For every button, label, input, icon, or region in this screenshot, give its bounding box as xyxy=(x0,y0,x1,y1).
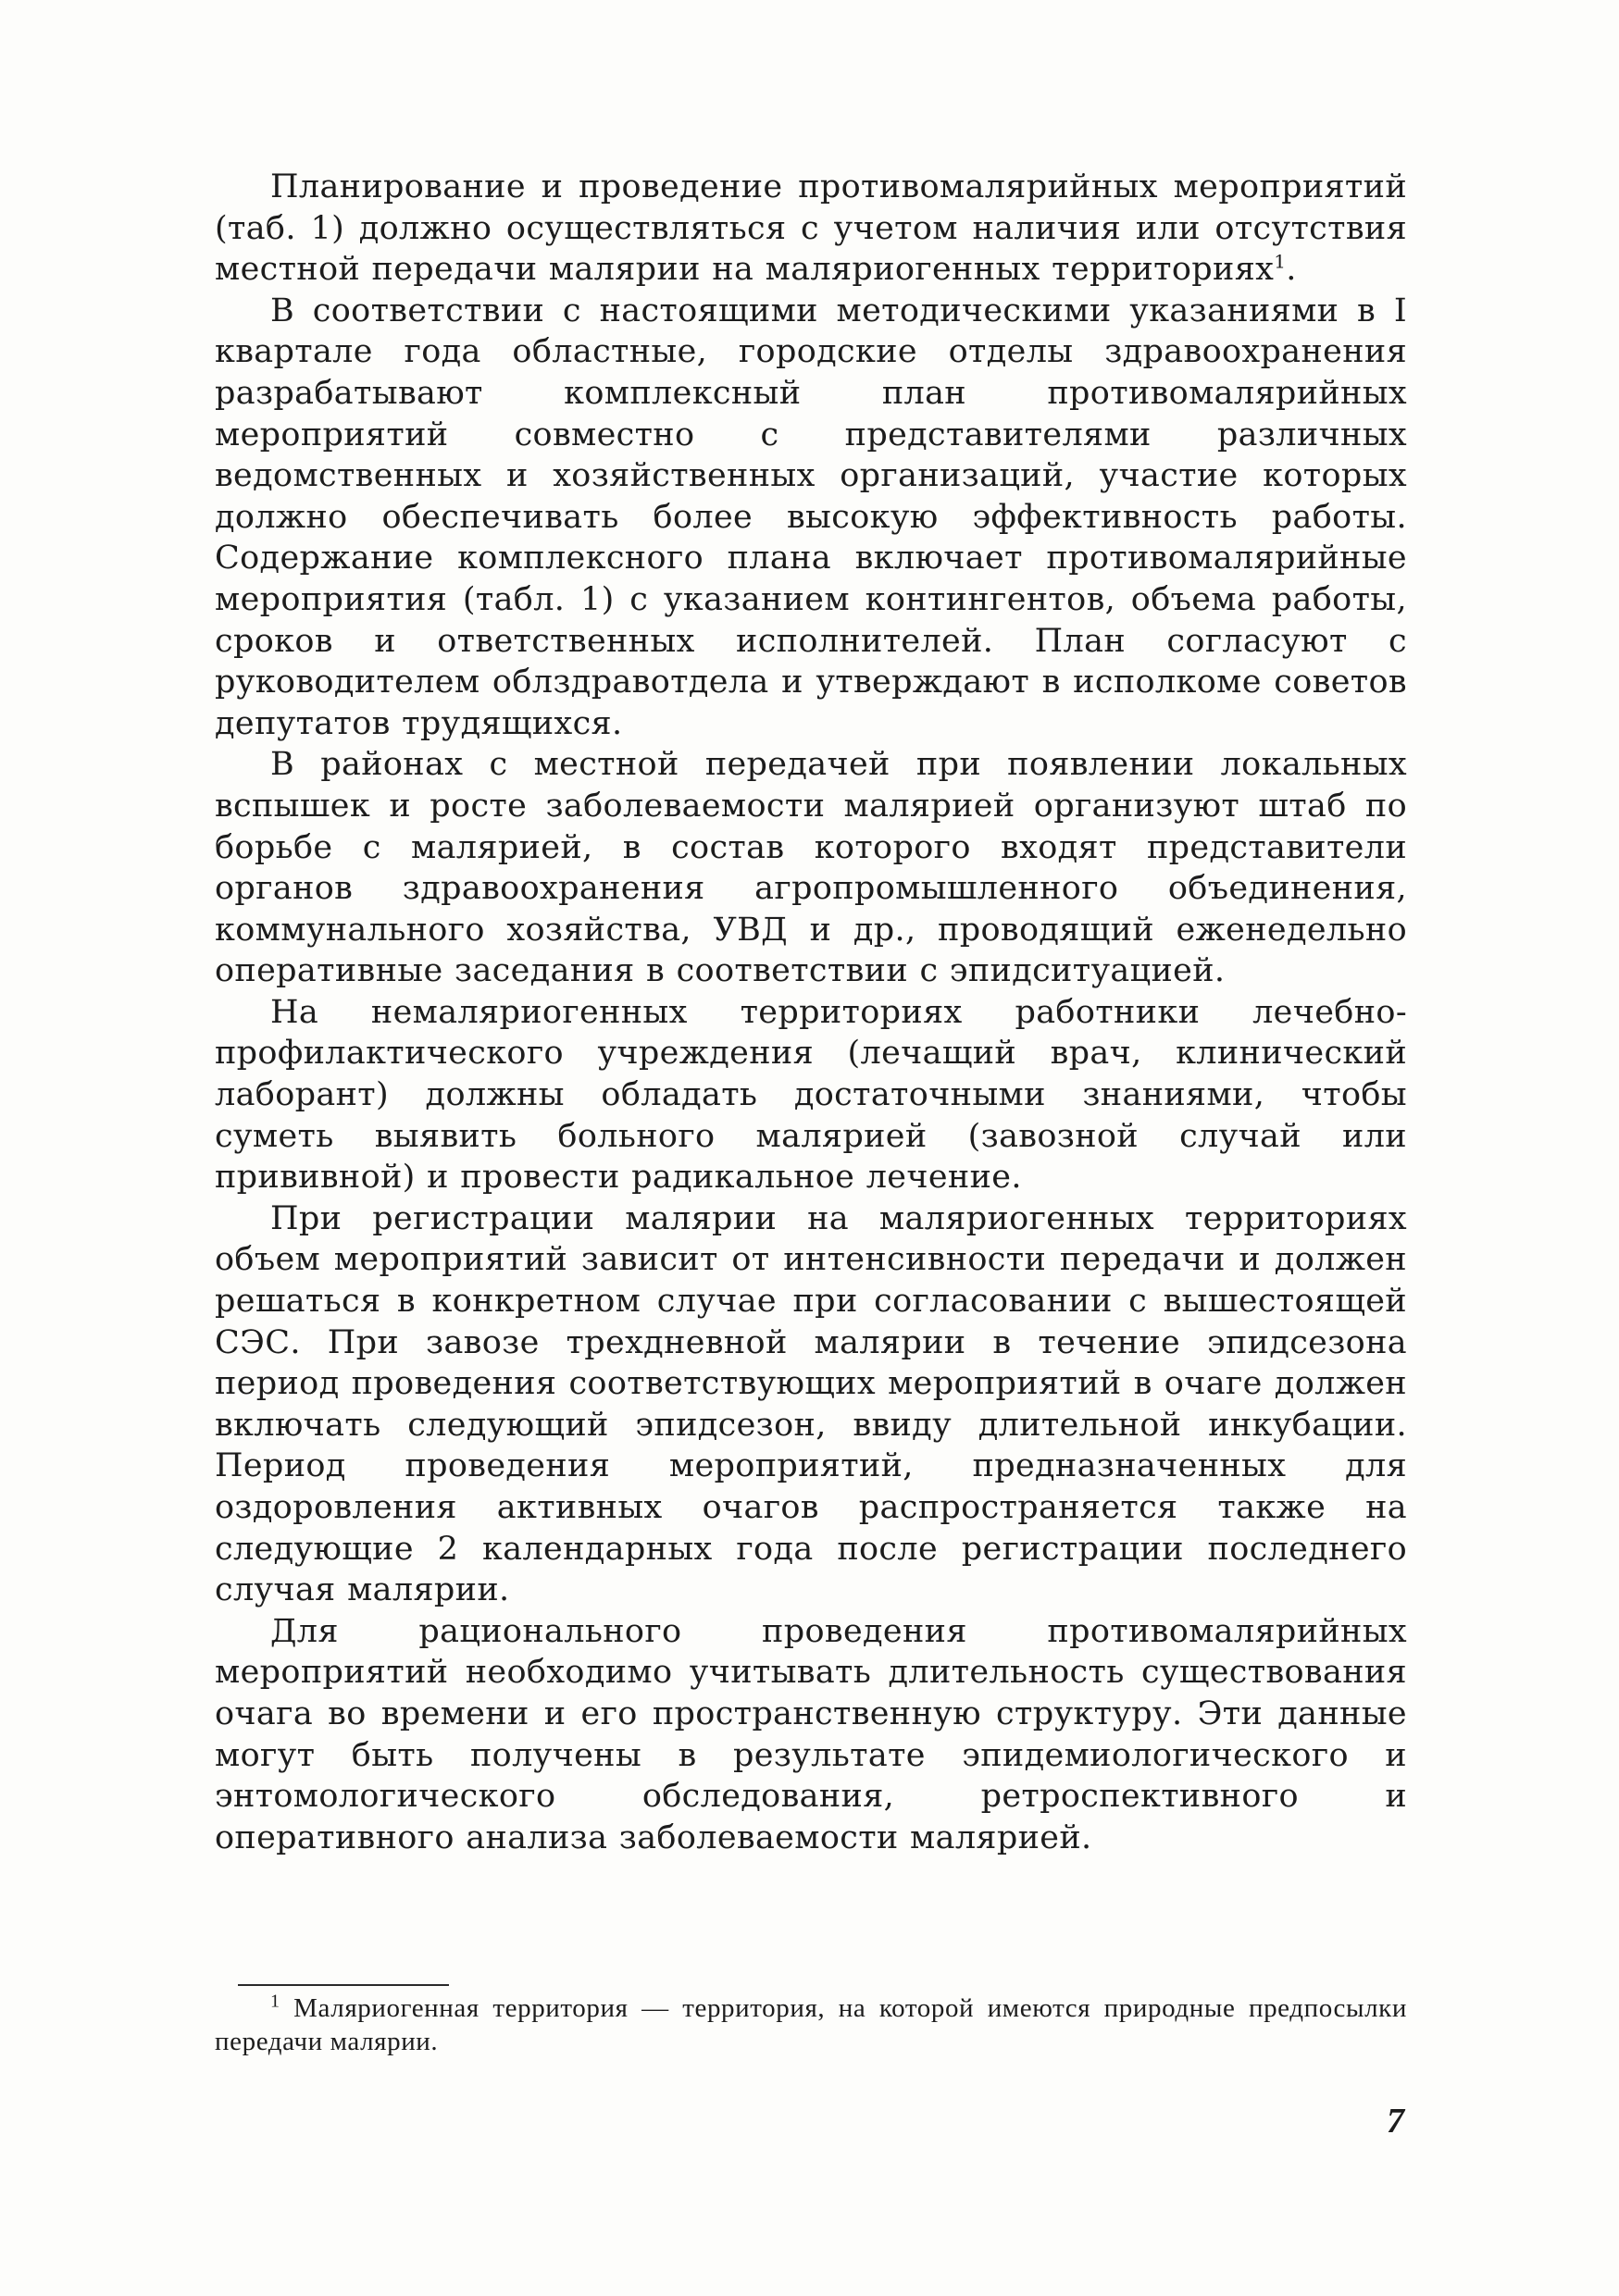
paragraph: Для рационального проведения противомалярийных мероприятий необходимо учитывать длительность существования очага во времени и его пространственную структуру. Эти данные могут быть получены в результате эпидемиологического и энтомологического обследования, ретроспективного и оперативного анализа заболеваемости малярией. xyxy=(215,1612,1407,1856)
paragraph: В соответствии с настоящими методическими указаниями в I квартале года областные, городские отделы здравоохранения разрабатывают комплексный план противомалярийных мероприятий совместно с представителями различных ведомственных и хозяйственных организаций, участие которых должно обеспечивать более высокую эффективность работы. Содержание комплексного плана включает противомалярийные мероприятия (табл. 1) с указанием контингентов, объема работы, сроков и ответственных исполнителей. План согласуют с руководителем облздравотдела и утверждают в исполкоме советов депутатов трудящихся. xyxy=(215,292,1407,742)
page-number: 7 xyxy=(1387,2102,1404,2141)
paragraph xyxy=(215,167,1407,291)
paragraph: В районах с местной передачей при появлении локальных вспышек и росте заболеваемости малярией организуют штаб по борьбе с малярией, в состав которого входят представители органов здравоохранения агропромышленного объединения, коммунального хозяйства, УВД и др., проводящий еженедельно оперативные заседания в соответствии с эпидситуацией. xyxy=(215,746,1407,990)
footnote-mark: 1 xyxy=(270,1991,280,2012)
paragraph-text-end: . xyxy=(1286,251,1297,289)
footnote xyxy=(215,1992,1407,2058)
footnote-reference: 1 xyxy=(1274,250,1287,273)
footnote-divider xyxy=(238,1984,449,1986)
body-text xyxy=(215,167,1407,1858)
paragraph: При регистрации малярии на маляриогенных территориях объем мероприятий зависит от интенсивности передачи и должен решаться в конкретном случае при согласовании с вышестоящей СЭС. При завозе трехдневной малярии в течение эпидсезона период проведения соответствующих мероприятий в очаге должен включать следующий эпидсезон, ввиду длительной инкубации. Период проведения мероприятий, предназначенных для оздоровления активных очагов распространяется также на следующие 2 календарных года после регистрации последнего случая малярии. xyxy=(215,1199,1407,1609)
paragraph: На немаляриогенных территориях работники лечебно-профилактического учреждения (лечащий врач, клинический лаборант) должны обладать достаточными знаниями, чтобы суметь выявить больного малярией (завозной случай или прививной) и провести радикальное лечение. xyxy=(215,993,1407,1197)
paragraph-text: Планирование и проведение противомалярийных мероприятий (таб. 1) должно осуществляться с учетом наличия или отсутствия местной передачи малярии на маляриогенных территориях xyxy=(215,168,1407,289)
footnote-text: Маляриогенная территория — территория, на которой имеются природные предпосылки передачи малярии. xyxy=(215,1993,1407,2056)
